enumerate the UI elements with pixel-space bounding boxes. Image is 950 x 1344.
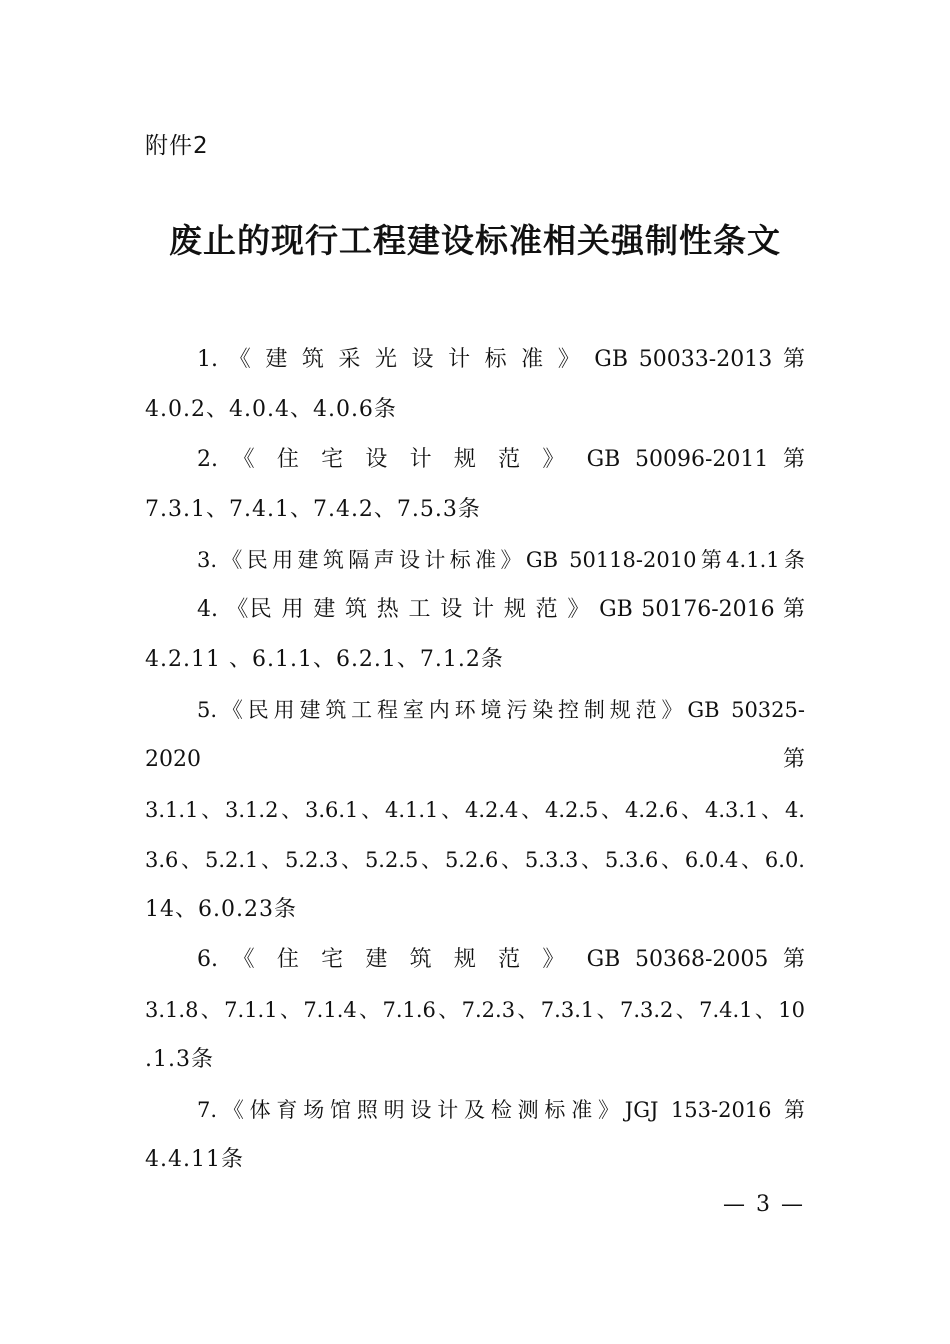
standards-list (145, 335, 805, 1185)
list-item-6-line-3: .1.3条 (145, 1047, 214, 1072)
attachment-label: 附件2 (145, 133, 209, 159)
list-item-4-line-1: 4. 《民 用 建 筑 热 工 设 计 规 范 》 GB 50176-2016 第 (197, 597, 805, 622)
page-number: — 3 — (723, 1192, 805, 1217)
list-item-1-line-1: 1. 《 建 筑 采 光 设 计 标 准 》 GB 50033-2013 第 (197, 347, 805, 372)
list-item-5-line-5: 14、6.0.23条 (145, 897, 297, 922)
list-item-3-line-1: 3.《民用建筑隔声设计标准》GB 50118-2010第4.1.1条 (197, 548, 805, 572)
list-item-5-line-2: 2020 第 (145, 747, 805, 772)
list-item-7-line-1: 7.《体育场馆照明设计及检测标准》JGJ 153-2016 第 (197, 1098, 805, 1122)
list-item-2-line-2: 7.3.1、7.4.1、7.4.2、7.5.3条 (145, 497, 481, 522)
list-item-7-line-2: 4.4.11条 (145, 1147, 244, 1172)
list-item-6-line-1: 6. 《 住 宅 建 筑 规 范 》 GB 50368-2005 第 (197, 947, 805, 972)
list-item-1-line-2: 4.0.2、4.0.4、4.0.6条 (145, 397, 397, 422)
list-item-5-line-4: 3.6、5.2.1、5.2.3、5.2.5、5.2.6、5.3.3、5.3.6、6.0.4、6.0. (145, 848, 805, 872)
document-title: 废止的现行工程建设标准相关强制性条文 (169, 221, 781, 260)
list-item-6-line-2: 3.1.8、7.1.1、7.1.4、7.1.6、7.2.3、7.3.1、7.3.2、7.4.1、10 (145, 998, 805, 1022)
list-item-5-line-1: 5.《民用建筑工程室内环境污染控制规范》GB 50325- (197, 698, 805, 722)
list-item-5-line-3: 3.1.1、3.1.2、3.6.1、4.1.1、4.2.4、4.2.5、4.2.6、4.3.1、4. (145, 798, 805, 822)
list-item-2-line-1: 2. 《 住 宅 设 计 规 范 》 GB 50096-2011 第 (197, 447, 805, 472)
list-item-4-line-2: 4.2.11 、6.1.1、6.2.1、7.1.2条 (145, 647, 504, 672)
